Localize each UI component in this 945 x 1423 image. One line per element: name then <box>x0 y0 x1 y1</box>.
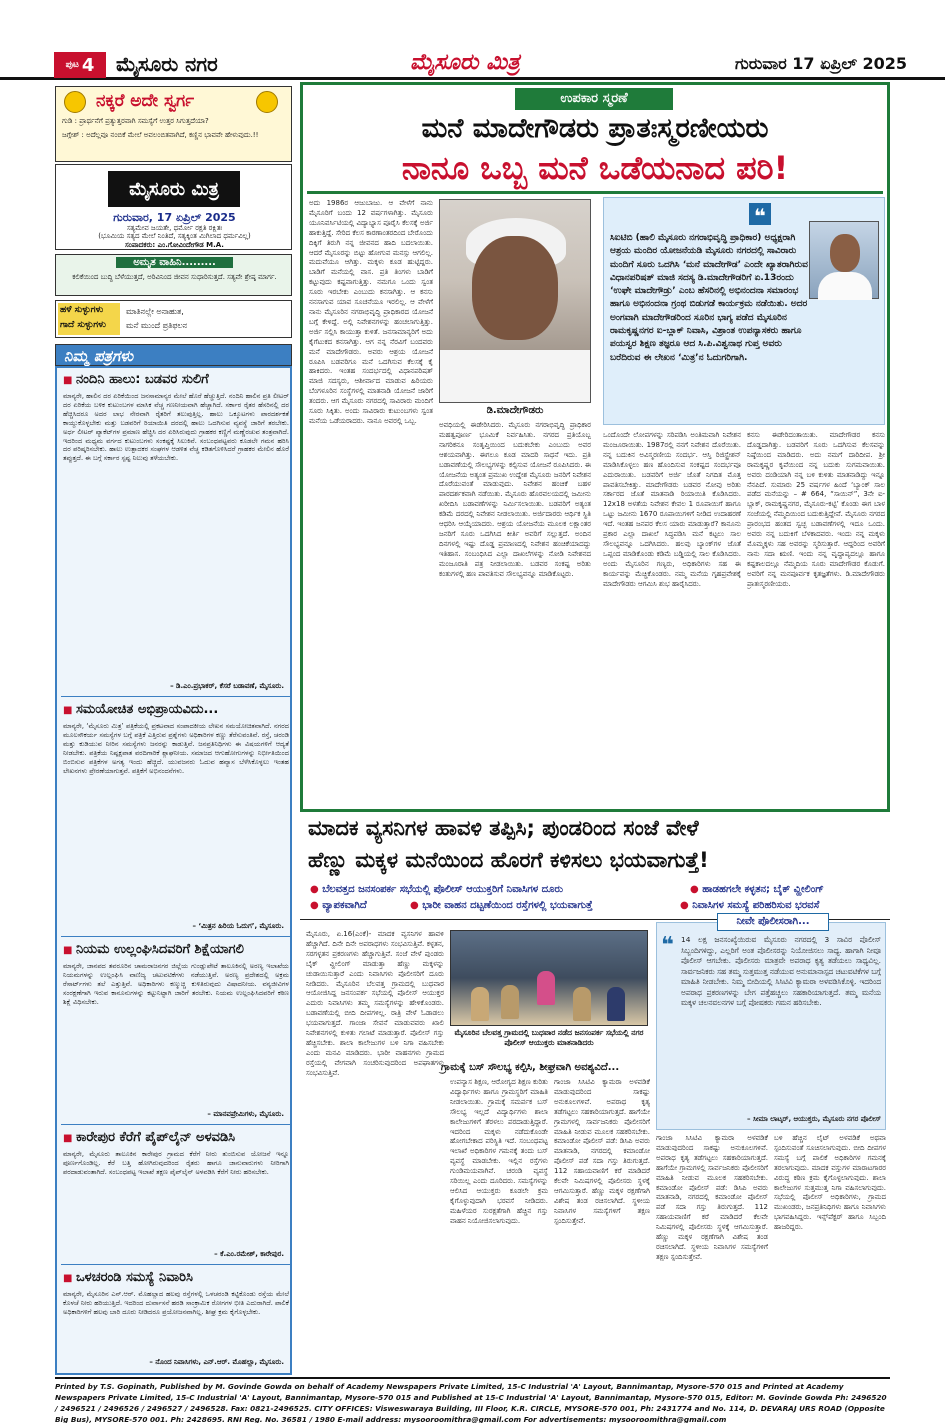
second-article-body <box>300 916 890 1375</box>
cartoon-face-icon <box>256 91 278 113</box>
article2-column-4: ಬಳಿ ಹೆಚ್ಚಿನ ಲೈಟ್ ಅಳವಡಿಕೆ ಅಥವಾ ಸ್ಪಂದಿಸುವಂತೆ ಸೂಚಿಸಲಾಗುವುದು. ಬೀದಿ ದೀಪಗಳ ಸಮಸ್ಯೆ ಬಗ್ಗೆ ಪಾಲಿಕೆ ಅಧಿಕಾರಿಗಳ ಗಮನಕ್ಕೆ ತರಲಾಗುವುದು. ಮಾದಕ ವಸ್ತುಗಳ ಮಾರಾಟಗಾರರ ವಿರುದ್ಧ ಕಠಿಣ ಕ್ರಮ ಕೈಗೊಳ್ಳಲಾಗುವುದು. ಶಾಲಾ ಕಾಲೇಜುಗಳ ಸುತ್ತಮುತ್ತ ನಿಗಾ ವಹಿಸಲಾಗುವುದು. ಸಭೆಯಲ್ಲಿ ಪೊಲೀಸ್ ಅಧಿಕಾರಿಗಳು, ಗ್ರಾಮದ ಮುಖಂಡರು, ಜನಪ್ರತಿನಿಧಿಗಳು ಹಾಗೂ ನಿವಾಸಿಗಳು ಭಾಗವಹಿಸಿದ್ದರು. ಇನ್ಸ್‌ಪೆಕ್ಟರ್ ಹಾಗೂ ಸಿಬ್ಬಂದಿ ಹಾಜರಿದ್ದರು. <box>774 1134 886 1232</box>
page-number-badge <box>54 52 106 78</box>
quote-mark-icon: ❝ <box>661 933 674 958</box>
letter-title: ■ ಕಾರೇಪುರ ಕೆರೆಗೆ ಪೈಪ್‌ಲೈನ್ ಅಳವಡಿಸಿ <box>63 1130 235 1145</box>
feature-kicker: ಉಪಕಾರ ಸ್ಮರಣೆ <box>515 88 673 110</box>
photo-person-shape <box>501 985 519 1019</box>
photo-face-shape <box>472 236 558 340</box>
letter-signature: – ಮಾನವಪ್ರೇಮಿಗಳು, ಮೈಸೂರು. <box>207 1110 284 1118</box>
letters-title: ನಿಮ್ಮ ಪತ್ರಗಳು <box>64 347 134 365</box>
quote-mark-icon: ❝ <box>749 203 771 225</box>
divider <box>307 191 883 194</box>
sidebar-signature: – ಸೀಮಾ ಲಾಟ್ಕರ್, ಆಯುಕ್ತರು, ಮೈಸೂರು ನಗರ ಪೊಲೀಸ್ <box>747 1115 881 1123</box>
page-number: 4 <box>81 54 95 76</box>
letter-signature: – ನೊಂದ ನಿವಾಸಿಗಳು, ಎನ್.ಆರ್. ಮೊಹಲ್ಲಾ, ಮೈಸೂರು. <box>149 1358 284 1366</box>
laughing-face-icon <box>64 91 86 113</box>
quote-of-day-title: ಅಮೃತ ವಾಹಿನಿ......... <box>116 257 233 268</box>
article-bullet: ● ಭಾರೀ ವಾಹನ ದಟ್ಟಣೆಯಿಂದ ರಸ್ತೆಗಳಲ್ಲಿ ಭಯವಾಗುತ್ತೆ <box>410 900 593 911</box>
imprint-footer: Printed by T.S. Gopinath, Published by M. Govinde Gowda on behalf of Academy Newspapers Private Limited, 15-C Industrial 'A' Layout, Bannimantap, Mysore-570 015 and Printed at Academy Newspapers Private Limited, 15-C Industrial 'A' Layout, Bannimantap, Mysore-570 015 and Published at 15-C Industrial 'A' Layout, Bannimantap, Mysore-570 015, Editor: M. Govinde Gowda Ph: 2496520 / 2496521 / 2496526 / 2496527 / 2496528. Fax: 0821-2496525. CITY OFFICES: Visweswaraya Building, III Floor, K.R. CIRCLE, MYSORE-570 001, Ph: 2431774 and No. 114, D. DEVARAJ URS ROAD (Opposite Big Bus), MYSORE-570 001. Ph: 2428695. RNI Reg. No. 36581 / 1980 E-mail address: mysooroomithra@gmail.com For advertisements: mysooroomithra@gmail.com <box>55 1377 890 1423</box>
masthead-tagline: (ಭೂಮಿಯ ಸತ್ಯದ ಮೇಲೆ ನಿಂತಿದೆ, ಸತ್ಯಕ್ಕಿಂತ ಮಿಗಿಲಾದ ಧರ್ಮವಿಲ್ಲ) <box>98 232 251 240</box>
quote-of-day-box <box>55 254 292 296</box>
article-bullet: ● ವ್ಯಾಪಕವಾಗಿದೆ <box>310 900 367 911</box>
article2-column-2b: ಗಾಂಜಾ ಸಿಸಿಟಿವಿ ಕ್ಯಾಮರಾ ಅಳವಡಿಕೆ ಮಾಡುವುದರಿಂದ ಸಾಕಷ್ಟು ಅನುಕೂಲಗಳಿವೆ. ಅಪರಾಧ ಕೃತ್ಯ ತಡೆಗಟ್ಟಲು ಸಹಕಾರಿಯಾಗುತ್ತದೆ. ಹಾಗೆಯೇ ಗ್ರಾಮಗಳಲ್ಲಿ ಸಾರ್ವಜನಿಕರು ಪೊಲೀಸರಿಗೆ ಮಾಹಿತಿ ನೀಡುವ ಮೂಲಕ ಸಹಕರಿಸಬೇಕು. ಕಮಾಂಡೋ ಪೊಲೀಸ್ ಪಡೆ: ಡಿಸಿಪಿ ಅವರು ಮಾತನಾಡಿ, ನಗರದಲ್ಲಿ ಕಮಾಂಡೋ ಪೊಲೀಸ್ ಪಡೆ ಸದಾ ಗಸ್ತು ತಿರುಗುತ್ತದೆ. 112 ಸಹಾಯವಾಣಿಗೆ ಕರೆ ಮಾಡಿದರೆ ಕೆಲವೇ ನಿಮಿಷಗಳಲ್ಲಿ ಪೊಲೀಸರು ಸ್ಥಳಕ್ಕೆ ಆಗಮಿಸುತ್ತಾರೆ. ಹೆಣ್ಣು ಮಕ್ಕಳ ರಕ್ಷಣೆಗಾಗಿ ವಿಶೇಷ ತಂಡ ರಚಿಸಲಾಗಿದೆ. ಸ್ಥಳೀಯ ನಿವಾಸಿಗಳ ಸಮಸ್ಯೆಗಳಿಗೆ ತಕ್ಷಣ ಸ್ಪಂದಿಸುತ್ತೇವೆ. <box>554 1078 650 1225</box>
second-article-headline-2: ಹೆಣ್ಣು ಮಕ್ಕಳ ಮನೆಯಿಂದ ಹೊರಗೆ ಕಳಿಸಲು ಭಯವಾಗುತ್ತೆ! <box>308 848 709 872</box>
article-bullet: ● ಹಾಡಹಗಲೇ ಕಳ್ಳತನ; ಬೈಕ್ ವ್ಹೀಲಿಂಗ್ <box>690 884 824 895</box>
author-photo <box>809 221 879 299</box>
author-shirt-shape <box>818 272 872 300</box>
letter-body: ಮಾನ್ಯರೇ, ಹಾಲಿನ ದರ ಏರಿಕೆಯಿಂದ ಜನಸಾಮಾನ್ಯರ ಮೇಲೆ ಹೊರೆ ಹೆಚ್ಚುತ್ತಿದೆ. ನಂದಿನಿ ಹಾಲಿನ ಪ್ರತಿ ಲೀಟರ್ ದರ ಏರಿಕೆಯ ಬಳಿಕ ಕುಟುಂಬಗಳ ಮಾಸಿಕ ವೆಚ್ಚ ಗಣನೀಯವಾಗಿ ಹೆಚ್ಚಾಗಿದೆ. ಸರ್ಕಾರ ರೈತರ ಹೆಸರಿನಲ್ಲಿ ದರ ಹೆಚ್ಚಿಸಿದರೂ ಅದರ ಲಾಭ ನೇರವಾಗಿ ರೈತರಿಗೆ ತಲುಪುತ್ತಿಲ್ಲ. ಹಾಲು ಒಕ್ಕೂಟಗಳು ಪಾರದರ್ಶಕತೆ ಕಾಯ್ದುಕೊಳ್ಳಬೇಕು ಮತ್ತು ಬಡವರಿಗೆ ರಿಯಾಯಿತಿ ದರದಲ್ಲಿ ಹಾಲು ಒದಗಿಸುವ ವ್ಯವಸ್ಥೆ ಜಾರಿಗೆ ತರಬೇಕು. ಅರ್ಧ ಲೀಟರ್ ಪ್ಯಾಕೆಟ್‌ಗಳ ಪ್ರಮಾಣ ಹೆಚ್ಚಿಸಿ ದರ ಏರಿಸಿರುವುದು ಗ್ರಾಹಕರ ಕಣ್ಣಿಗೆ ಮಣ್ಣೆರಚುವ ತಂತ್ರವಾಗಿದೆ. ಇದರಿಂದ ಮಧ್ಯಮ ವರ್ಗದ ಕುಟುಂಬಗಳು ಸಂಕಷ್ಟಕ್ಕೆ ಸಿಲುಕಿವೆ. ಸಂಬಂಧಪಟ್ಟವರು ಕೂಡಲೇ ಗಮನ ಹರಿಸಿ ದರ ಪರಿಷ್ಕರಿಸಬೇಕು. ಹಾಲು ಉತ್ಪಾದಕರ ಸಂಘಗಳ ಆಡಳಿತ ವೆಚ್ಚ ಕಡಿತಗೊಳಿಸಿದರೆ ಗ್ರಾಹಕರ ಮೇಲಿನ ಹೊರೆ ತಪ್ಪುತ್ತದೆ. ಈ ಬಗ್ಗೆ ಸರ್ಕಾರ ಸ್ಪಷ್ಟ ನಿಲುವು ತಳೆಯಬೇಕು. <box>63 392 289 463</box>
proverb-line: ಮನೆ ಮುಂದೆ ಪ್ರತಿಫಲನ <box>126 321 188 330</box>
section-name: ಮೈಸೂರು ನಗರ <box>116 52 218 76</box>
sidebar-box <box>656 916 886 1130</box>
photo-shirt-shape <box>440 350 591 403</box>
photo-person-shape <box>537 971 555 1005</box>
letter-title: ■ ನಿಯಮ ಉಲ್ಲಂಘಿಸಿದವರಿಗೆ ಶಿಕ್ಷೆಯಾಗಲಿ <box>63 942 244 957</box>
article-bullet: ● ಬೆಲವತ್ತದ ಜನಸಂಪರ್ಕ ಸಭೆಯಲ್ಲಿ ಪೊಲೀಸ್ ಆಯುಕ್ತರಿಗೆ ನಿವಾಸಿಗಳ ದೂರು <box>310 884 563 895</box>
proverb-line: ಮಾತಿನಲ್ಲೇ ಅನಾಹುತ, <box>126 307 184 316</box>
proverb-tag <box>58 303 120 335</box>
photo-caption: ಡಿ.ಮಾದೇಗೌಡರು <box>486 405 544 416</box>
letter-body: ಮಾನ್ಯರೇ, ಜಾನಪದ ತವರೂರಿನ ಚಾಮರಾಜನಗರ ಜಿಲ್ಲೆಯ ಗುಂಡ್ಲುಪೇಟೆ ತಾಲೂಕಿನಲ್ಲಿ ಅರಣ್ಯ ಇಲಾಖೆಯ ನಿಯಮಗಳನ್ನು ಉಲ್ಲಂಘಿಸಿ ವಾಣಿಜ್ಯ ಚಟುವಟಿಕೆಗಳು ನಡೆಯುತ್ತಿವೆ. ಅರಣ್ಯ ಪ್ರದೇಶದಲ್ಲಿ ಅಕ್ರಮ ರೆಸಾರ್ಟ್‌ಗಳು ತಲೆ ಎತ್ತುತ್ತಿವೆ. ಅಧಿಕಾರಿಗಳು ಕಣ್ಮುಚ್ಚಿ ಕುಳಿತಿರುವುದು ವಿಷಾದನೀಯ. ವನ್ಯಜೀವಿಗಳ ಸಂರಕ್ಷಣೆಗಾಗಿ ಇರುವ ಕಾನೂನುಗಳನ್ನು ಕಟ್ಟುನಿಟ್ಟಾಗಿ ಜಾರಿಗೆ ತರಬೇಕು. ನಿಯಮ ಉಲ್ಲಂಘಿಸಿದವರಿಗೆ ಕಠಿಣ ಶಿಕ್ಷೆ ವಿಧಿಸಬೇಕು. <box>63 962 289 1006</box>
letter-signature: – ಡಿ.ಎಂ.ಪ್ರಭಾಕರ್, ಕೆಸರೆ ಬಡಾವಣೆ, ಮೈಸೂರು. <box>170 682 284 690</box>
photo-person-shape <box>607 987 625 1021</box>
proverb-text <box>126 305 187 333</box>
article-bullet: ● ನಿವಾಸಿಗಳ ಸಮಸ್ಯೆ ಪರಿಹರಿಸುವ ಭರವಸೆ <box>680 900 819 911</box>
letter-body: ಮಾನ್ಯರೇ, ಮೈಸೂರಿನ ಎನ್.ಆರ್. ಮೊಹಲ್ಲಾದ ಹಲವು ರಸ್ತೆಗಳಲ್ಲಿ ಒಳಚರಂಡಿ ಕಟ್ಟಿಕೊಂಡು ರಸ್ತೆಯ ಮೇಲೆ ಕೊಳಚೆ ನೀರು ಹರಿಯುತ್ತಿದೆ. ಇದರಿಂದ ದುರ್ವಾಸನೆ ಹರಡಿ ಸಾಂಕ್ರಾಮಿಕ ರೋಗಗಳ ಭೀತಿ ಎದುರಾಗಿದೆ. ಪಾಲಿಕೆ ಅಧಿಕಾರಿಗಳಿಗೆ ಹಲವು ಬಾರಿ ದೂರು ನೀಡಿದರೂ ಪ್ರಯೋಜನವಾಗಿಲ್ಲ. ಶೀಘ್ರ ಕ್ರಮ ಕೈಗೊಳ್ಳಬೇಕು. <box>63 1290 289 1316</box>
feature-subheadline: ನಾನೂ ಒಬ್ಬ ಮನೆ ಒಡೆಯನಾದ ಪರಿ! <box>401 149 789 187</box>
second-article-headline: ಮಾದಕ ವ್ಯಸನಿಗಳ ಹಾವಳಿ ತಪ್ಪಿಸಿ; ಪುಂಡರಿಂದ ಸಂಜೆ ವೇಳೆ <box>308 816 699 840</box>
divider <box>61 696 290 697</box>
page-label: ಪುಟ <box>65 60 79 70</box>
photo-person-shape <box>471 987 489 1021</box>
second-article-header <box>300 812 890 920</box>
sidebar-text: 14 ಲಕ್ಷ ಜನಸಂಖ್ಯೆಯಿರುವ ಮೈಸೂರು ನಗರದಲ್ಲಿ 3 ಸಾವಿರ ಪೊಲೀಸ್ ಸಿಬ್ಬಂದಿಗಳಿದ್ದು, ಎಲ್ಲರಿಗೆ ಅಂತ ಪೊಲೀಸರನ್ನು ನಿಯೋಜಿಸಲು ಸಾಧ್ಯ. ಹಾಗಾಗಿ ನೀವೂ ಪೊಲೀಸ್ ಆಗಬೇಕು. ಪೊಲೀಸರು ಮಾತ್ರವೇ ಅಪರಾಧ ಕೃತ್ಯ ತಡೆಯಲು ಸಾಧ್ಯವಿಲ್ಲ. ಸಾರ್ವಜನಿಕರು ಸಹ ತಮ್ಮ ಸುತ್ತಮುತ್ತ ನಡೆಯುವ ಅನುಮಾನಾಸ್ಪದ ಚಟುವಟಿಕೆಗಳ ಬಗ್ಗೆ ಮಾಹಿತಿ ನೀಡಬೇಕು. ನಿಮ್ಮ ಬೀದಿಯಲ್ಲಿ ಸಿಸಿಟಿವಿ ಕ್ಯಾಮರಾ ಅಳವಡಿಸಿಕೊಳ್ಳಿ. ಇದರಿಂದ ಅಪರಾಧ ಪ್ರಕರಣಗಳನ್ನು ಬೇಗ ಪತ್ತೆಹಚ್ಚಲು ಸಹಕಾರಿಯಾಗುತ್ತದೆ. ತಮ್ಮ ಮನೆಯ ಮಕ್ಕಳ ಚಲನವಲನಗಳ ಬಗ್ಗೆ ಪೋಷಕರು ಗಮನ ಹರಿಸಬೇಕು. <box>681 935 881 1007</box>
feature-column-1: ಅದು 1986ರ ಆಜುಬಾಜು. ಆ ವೇಳೆಗೆ ನಾನು ಮೈಸೂರಿಗೆ ಬಂದು 12 ವರ್ಷಗಳಾಗಿತ್ತು. ಮೈಸೂರು ಯೂನಿವರ್ಸಿಟಿಯಲ್ಲಿ ವಿದ್ಯಾಭ್ಯಾಸ ಪೂರೈಸಿ ಕೆಲಸಕ್ಕೆ ಅರ್ಜಿ ಹಾಕುತ್ತಿದ್ದೆ. ಸೇರಿದ ಕೆಲಸ ಕಾರಣಾಂತರದಿಂದ ಬೇರೊಂದು ದಿಕ್ಕಿಗೆ ತಿರುಗಿ ನನ್ನ ಜೀವನದ ಹಾದಿ ಬದಲಾಯಿತು. ಆದರೆ ಮೈಸೂರನ್ನು ಬಿಟ್ಟು ಹೋಗುವ ಮನಸ್ಸು ಆಗಲಿಲ್ಲ. ಮದುವೆಯೂ ಆಗಿತ್ತು. ಮಕ್ಕಳು ಕೂಡ ಹುಟ್ಟಿದ್ದರು. ಬಾಡಿಗೆ ಮನೆಯಲ್ಲಿ ವಾಸ. ಪ್ರತಿ ತಿಂಗಳು ಬಾಡಿಗೆ ಕಟ್ಟುವುದು ಕಷ್ಟವಾಗುತ್ತಿತ್ತು. ನಮಗೂ ಒಂದು ಸ್ವಂತ ಸೂರು ಇರಬೇಕು ಎಂಬುದು ಕನಸಾಗಿತ್ತು. ಆ ಕನಸು ನನಸಾಗುವ ಯಾವ ಸೂಚನೆಯೂ ಇರಲಿಲ್ಲ. ಆ ವೇಳೆಗೆ ನಾನು ಮೈಸೂರಿನ ನಗರಾಭಿವೃದ್ಧಿ ಪ್ರಾಧಿಕಾರದ ಯೋಜನೆ ಬಗ್ಗೆ ಕೇಳಿದ್ದೆ. ಅಲ್ಲಿ ನಿವೇಶನಗಳನ್ನು ಹಂಚಲಾಗುತ್ತಿತ್ತು. ಅರ್ಜಿ ಸಲ್ಲಿಸಿ ಕಾಯುತ್ತಾ ಕುಳಿತೆ. ಜನಸಾಮಾನ್ಯರಿಗೆ ಅದು ಕೈಗೆಟುಕದ ಕನಸಾಗಿತ್ತು. ಆಗ ನನ್ನ ನೆರವಿಗೆ ಬಂದವರು ಮನೆ ಮಾದೇಗೌಡರು. ಅವರು ಆಶ್ರಯ ಯೋಜನೆ ರೂಪಿಸಿ ಬಡವರಿಗೂ ಮನೆ ಒದಗಿಸುವ ಕೆಲಸಕ್ಕೆ ಕೈ ಹಾಕಿದರು. ಇಂತಹ ಸಂದರ್ಭದಲ್ಲಿ ವಿಧಾನಪರಿಷತ್ ಮಾಜಿ ಸದಸ್ಯರು, ಆಶೀರ್ವಾದ ಮಾಡುವ ಹಿರಿಯರು ಬೆಂಗಳೂರಿನ ಸಂಸ್ಥೆಗಳಲ್ಲಿ ಮಾತನಾಡಿ ಯೋಜನೆ ಜಾರಿಗೆ ತಂದರು. ಆಗ ಮೈಸೂರು ನಗರದಲ್ಲಿ ಸಾವಿರಾರು ಮಂದಿಗೆ ಸೂರು ಸಿಕ್ಕಿತು. ಅಂದು ಸಾವಿರಾರು ಕುಟುಂಬಗಳು ಸ್ವಂತ ಮನೆಯ ಒಡೆಯರಾದರು. ನಾನೂ ಅವರಲ್ಲಿ ಒಬ್ಬ. <box>309 199 433 425</box>
letters-header <box>55 344 292 366</box>
author-face-shape <box>830 234 860 272</box>
letter-title: ■ ನಂದಿನಿ ಹಾಲು: ಬಡವರ ಸುಲಿಗೆ <box>63 372 209 387</box>
divider <box>61 1264 290 1265</box>
masthead-motto: ಸತ್ಯಮೇವ ಜಯತೇ, ಧರ್ಮೋ ರಕ್ಷತಿ ರಕ್ಷಿತಃ <box>126 224 223 232</box>
humor-title: ನಕ್ಕರೆ ಅದೇ ಸ್ವರ್ಗ <box>96 91 195 111</box>
letter-body: ಮಾನ್ಯರೇ, ಮೈಸೂರು ತಾಲೂಕಿನ ಕಾರೇಪುರ ಗ್ರಾಮದ ಕೆರೆಗೆ ನೀರು ತುಂಬಿಸುವ ಯೋಜನೆ ಇನ್ನೂ ಪೂರ್ಣಗೊಂಡಿಲ್ಲ. ಕೆರೆ ಬತ್ತಿ ಹೋಗಿರುವುದರಿಂದ ರೈತರು ಹಾಗೂ ಜಾನುವಾರುಗಳು ನೀರಿಗಾಗಿ ಪರದಾಡುವಂತಾಗಿದೆ. ಸಂಬಂಧಪಟ್ಟ ಇಲಾಖೆ ತಕ್ಷಣ ಪೈಪ್‌ಲೈನ್ ಅಳವಡಿಸಿ ಕೆರೆಗೆ ನೀರು ಹರಿಸಬೇಕು. <box>63 1150 289 1176</box>
portrait-photo <box>439 199 591 403</box>
proverb-tag-line: ಗಾದೆ ಸುಳ್ಳುಗಳು <box>60 320 106 330</box>
header-date: ಗುರುವಾರ 17 ಏಪ್ರಿಲ್ 2025 <box>735 54 908 73</box>
article2-column-1: ಮೈಸೂರು, ಏ.16(ಎಂಕೆ)- ಮಾದಕ ವ್ಯಸನಿಗಳ ಹಾವಳಿ ಹೆಚ್ಚಾಗಿದೆ. ದಿನೇ ದಿನೇ ಅಪರಾಧಗಳು ಸಂಭವಿಸುತ್ತಿವೆ. ಕಳ್ಳತನ, ಸರಗಳ್ಳತನ ಪ್ರಕರಣಗಳು ಹೆಚ್ಚಾಗುತ್ತಿವೆ. ಸಂಜೆ ವೇಳೆ ಪುಂಡರು ಬೈಕ್ ವ್ಹೀಲಿಂಗ್ ಮಾಡುತ್ತಾ ಹೆಣ್ಣು ಮಕ್ಕಳನ್ನು ಚುಡಾಯಿಸುತ್ತಾರೆ ಎಂದು ನಿವಾಸಿಗಳು ಪೊಲೀಸರಿಗೆ ದೂರು ನೀಡಿದರು. ಮೈಸೂರಿನ ಬೆಲವತ್ತ ಗ್ರಾಮದಲ್ಲಿ ಬುಧವಾರ ಆಯೋಜಿಸಿದ್ದ ಜನಸಂಪರ್ಕ ಸಭೆಯಲ್ಲಿ ಪೊಲೀಸ್ ಆಯುಕ್ತರ ಎದುರು ನಿವಾಸಿಗಳು ತಮ್ಮ ಸಮಸ್ಯೆಗಳನ್ನು ಹೇಳಿಕೊಂಡರು. ಬಡಾವಣೆಯಲ್ಲಿ ಬೀದಿ ದೀಪಗಳಿಲ್ಲ. ರಾತ್ರಿ ವೇಳೆ ಓಡಾಡಲು ಭಯವಾಗುತ್ತದೆ. ಗಾಂಜಾ ಸೇವನೆ ಮಾಡುವವರು ಖಾಲಿ ನಿವೇಶನಗಳಲ್ಲಿ ಕುಳಿತು ಗಲಾಟೆ ಮಾಡುತ್ತಾರೆ. ಪೊಲೀಸ್ ಗಸ್ತು ಹೆಚ್ಚಿಸಬೇಕು. ಶಾಲಾ ಕಾಲೇಜುಗಳ ಬಳಿ ನಿಗಾ ವಹಿಸಬೇಕು ಎಂದು ಮನವಿ ಮಾಡಿದರು. ಭಾರೀ ವಾಹನಗಳು ಗ್ರಾಮದ ರಸ್ತೆಯಲ್ಲಿ ವೇಗವಾಗಿ ಸಂಚರಿಸುವುದರಿಂದ ಅಪಘಾತಗಳು ಸಂಭವಿಸುತ್ತಿವೆ. <box>306 930 444 1077</box>
article2-subheading: ಗ್ರಾಮಕ್ಕೆ ಬಸ್ ಸೌಲಭ್ಯ ಕಲ್ಪಿಸಿ, ಶೀಘ್ರವಾಗಿ ಅವಶ್ಯವಿದೆ... <box>440 1062 620 1073</box>
pull-quote-text: ಸಿಐಟಿಬಿ (ಹಾಲಿ ಮೈಸೂರು ನಗರಾಭಿವೃದ್ಧಿ ಪ್ರಾಧಿಕಾರ) ಅಧ್ಯಕ್ಷರಾಗಿ ಆಶ್ರಯ ಮಂದಿರ ಯೋಜನೆಯಡಿ ಮೈಸೂರು ನಗರದಲ್ಲಿ ಸಾವಿರಾರು ಮಂದಿಗೆ ಸೂರು ಒದಗಿಸಿ ‘ಮನೆ ಮಾದೇಗೌಡ’ ಎಂದೇ ಖ್ಯಾತರಾಗಿರುವ ವಿಧಾನಪರಿಷತ್ ಮಾಜಿ ಸದಸ್ಯ ಡಿ.ಮಾದೇಗೌಡರಿಗೆ ಏ.13ರಂದು ‘ಉಘೇ ಮಾದೇಗೌಡ್ರು’ ಎಂಬ ಹೆಸರಿನಲ್ಲಿ ಅಭಿನಂದನಾ ಸಮಾರಂಭ ಹಾಗೂ ಅಭಿನಂದನಾ ಗ್ರಂಥ ಬಿಡುಗಡೆ ಕಾರ್ಯಕ್ರಮ ನಡೆಯಿತು. ಅದರ ಅಂಗವಾಗಿ ಮಾದೇಗೌಡರಿಂದ ಸೂರಿನ ಭಾಗ್ಯ ಪಡೆದ ಮೈಸೂರಿನ ರಾಮಕೃಷ್ಣನಗರ ಐ-ಬ್ಲಾಕ್ ನಿವಾಸಿ, ವಿಶ್ರಾಂತ ಉಪನ್ಯಾಸಕರು ಹಾಗೂ ಪಯಸ್ವರ ಶಿಕ್ಷಣ ತಜ್ಞರೂ ಆದ ಸಿ.ಪಿ.ವಿಶ್ವನಾಥ ಗುಪ್ತ ಅವರು ಬರೆದಿರುವ ಈ ಲೇಖನ ‘ಮಿತ್ರ’ನ ಓದುಗರಿಗಾಗಿ. <box>610 233 808 363</box>
masthead-box <box>55 164 292 250</box>
letter-title: ■ ಒಳಚರಂಡಿ ಸಮಸ್ಯೆ ನಿವಾರಿಸಿ <box>63 1270 193 1285</box>
masthead-box-date: ಗುರುವಾರ, 17 ಏಪ್ರಿಲ್ 2025 <box>113 211 236 224</box>
article2-column-2: ಉಪನ್ಯಾಸ ಶಿಕ್ಷಣ, ಆರೋಗ್ಯದ ಶಿಕ್ಷಣ ಕುರಿತು ವಿದ್ಯಾರ್ಥಿಗಳು ಹಾಗೂ ಗ್ರಾಮಸ್ಥರಿಗೆ ಮಾಹಿತಿ ನೀಡಲಾಯಿತು. ಗ್ರಾಮಕ್ಕೆ ಸಮರ್ಪಕ ಬಸ್ ಸೌಲಭ್ಯ ಇಲ್ಲದೆ ವಿದ್ಯಾರ್ಥಿಗಳು ಶಾಲಾ ಕಾಲೇಜುಗಳಿಗೆ ತೆರಳಲು ಪರದಾಡುತ್ತಿದ್ದಾರೆ. ಇದರಿಂದ ಮಕ್ಕಳು ನಡೆದುಕೊಂಡೇ ಹೋಗಬೇಕಾದ ಪರಿಸ್ಥಿತಿ ಇದೆ. ಸಂಬಂಧಪಟ್ಟ ಇಲಾಖೆ ಅಧಿಕಾರಿಗಳ ಗಮನಕ್ಕೆ ತಂದು ಬಸ್ ವ್ಯವಸ್ಥೆ ಮಾಡಬೇಕು. ಇಲ್ಲಿನ ರಸ್ತೆಗಳು ಗುಂಡಿಮಯವಾಗಿವೆ. ಚರಂಡಿ ವ್ಯವಸ್ಥೆ ಸರಿಯಿಲ್ಲ ಎಂದು ದೂರಿದರು. ಸಮಸ್ಯೆಗಳನ್ನು ಆಲಿಸಿದ ಆಯುಕ್ತರು ಕೂಡಲೇ ಕ್ರಮ ಕೈಗೊಳ್ಳುವುದಾಗಿ ಭರವಸೆ ನೀಡಿದರು. ಮಹಿಳೆಯರ ಸುರಕ್ಷತೆಗಾಗಿ ಹೆಚ್ಚಿನ ಗಸ್ತು ವಾಹನ ನಿಯೋಜಿಸಲಾಗುವುದು. <box>450 1078 548 1225</box>
divider <box>61 1124 290 1125</box>
humor-box <box>55 86 292 162</box>
humor-line: ಜಗ್ಗೇಶ್ : ಅದೆಲ್ಲವೂ ನಂಬಿಕೆ ಮೇಲೆ ಅವಲಂಬಿತವಾಗಿದೆ, ಕಣ್ಣಿನ ಭಾವವೇ ಹೇಳುವುದು.!! <box>62 131 259 139</box>
masthead-box-logo: ಮೈಸೂರು ಮಿತ್ರ <box>108 171 240 207</box>
divider <box>61 936 290 937</box>
letter-signature: – ಕೆ.ಎಂ.ರಮೇಶ್, ಕಾರೇಪುರ. <box>214 1250 284 1258</box>
letters-section <box>55 366 292 1375</box>
humor-line: ಗುಡಿ : ಪ್ರಾರ್ಥನೆಗೆ ಪ್ರತ್ಯುತ್ತರವಾಗಿ ಸಮಸ್ಯೆಗೆ ಉತ್ತರ ಸಿಗುತ್ತದೆಯಾ? <box>62 117 209 125</box>
feature-column-2: ಅವಧಿಯಲ್ಲಿ ಈಡೇರಿಸಿದರು. ಮೈಸೂರು ನಗರಾಭಿವೃದ್ಧಿ ಪ್ರಾಧಿಕಾರ ಮಹತ್ವಪೂರ್ಣ ಭೂಮಿಕೆ ನಿರ್ವಹಿಸಿತು. ನಗರದ ಪ್ರತಿಯೊಬ್ಬ ನಾಗರಿಕನೂ ಸಂತೃಪ್ತಿಯಿಂದ ಬದುಕಬೇಕು ಎಂಬುದು ಅವರ ಆಶಯವಾಗಿತ್ತು. ಈಗಲೂ ಕೂಡ ಮಾದರಿ ಸಾಧನೆ ಇದು. ಪ್ರತಿ ಬಡಾವಣೆಯಲ್ಲಿ ಸೌಲಭ್ಯಗಳನ್ನು ಕಲ್ಪಿಸುವ ಯೋಜನೆ ರೂಪಿಸಿದರು. ಈ ಯೋಜನೆಯ ಅತ್ಯಂತ ಪ್ರಮುಖ ಉದ್ದೇಶ ಮೈಸೂರು ಜನರಿಗೆ ನಿವೇಶನ ದೊರೆಯುವಂತೆ ಮಾಡುವುದು. ನಿವೇಶನ ಹಂಚಿಕೆ ಬಹಳ ಪಾರದರ್ಶಕವಾಗಿ ನಡೆಯಿತು. ಮೈಸೂರು ಹೊರವಲಯದಲ್ಲಿ ಜಮೀನು ಖರೀದಿಸಿ ಬಡಾವಣೆಗಳನ್ನು ನಿರ್ಮಿಸಲಾಯಿತು. ಬಡವರಿಗೆ ಅತ್ಯಂತ ಕಡಿಮೆ ದರದಲ್ಲಿ ನಿವೇಶನ ನೀಡಲಾಯಿತು. ಅರ್ಜಿದಾರರು ಆರ್ಥಿಕ ಸ್ಥಿತಿ ಆಧರಿಸಿ ಆಯ್ಕೆಯಾದರು. ಆಶ್ರಯ ಯೋಜನೆಯ ಮೂಲಕ ಲಕ್ಷಾಂತರ ಜನರಿಗೆ ಸೂರು ಒದಗಿಸಿದ ಕೀರ್ತಿ ಅವರಿಗೆ ಸಲ್ಲುತ್ತದೆ. ಅಂದಿನ ದಿನಗಳಲ್ಲಿ ಇಷ್ಟು ದೊಡ್ಡ ಪ್ರಮಾಣದಲ್ಲಿ ನಿವೇಶನ ಹಂಚಿಕೆಯಾದದ್ದು ಇತಿಹಾಸ. ಸಂಬಂಧಿಸಿದ ಎಲ್ಲಾ ದಾಖಲೆಗಳನ್ನು ನೋಡಿ ನಿವೇಶನದ ಮಂಜೂರಾತಿ ಪತ್ರ ನೀಡಲಾಯಿತು. ಬಡವರ ಸಂಕಷ್ಟ ಅರಿತು ಕಂತುಗಳಲ್ಲಿ ಹಣ ಪಾವತಿಸುವ ಸೌಲಭ್ಯವನ್ನೂ ಮಾಡಿಕೊಟ್ಟರು. <box>439 421 591 578</box>
photo-person-shape <box>573 987 591 1021</box>
quote-of-day-text: ಕಲಿಕೆಯಿಂದ ಬುದ್ಧಿ ಬೆಳೆಯುತ್ತದೆ, ಅರಿವಿನಿಂದ ಜೀವನ ಸುಧಾರಿಸುತ್ತದೆ. ಸತ್ಯವೇ ಶ್ರೇಷ್ಠ ಮಾರ್ಗ. <box>72 273 277 281</box>
letter-title: ■ ಸಮಯೋಚಿತ ಅಭಿಪ್ರಾಯವಿದು... <box>63 702 218 717</box>
letter-body: ಮಾನ್ಯರೇ, ‘ಮೈಸೂರು ಮಿತ್ರ’ ಪತ್ರಿಕೆಯಲ್ಲಿ ಪ್ರಕಟವಾದ ಸಂಪಾದಕೀಯ ಲೇಖನ ಸಮಯೋಚಿತವಾಗಿದೆ. ನಗರದ ಮೂಲಸೌಕರ್ಯ ಸಮಸ್ಯೆಗಳ ಬಗ್ಗೆ ಪತ್ರಿಕೆ ಎತ್ತಿರುವ ಪ್ರಶ್ನೆಗಳು ಅಧಿಕಾರಿಗಳ ಕಣ್ಣು ತೆರೆಸುವಂತಿವೆ. ರಸ್ತೆ, ಚರಂಡಿ ಮತ್ತು ಕುಡಿಯುವ ನೀರಿನ ಸಮಸ್ಯೆಗಳು ಜನರನ್ನು ಕಾಡುತ್ತಿವೆ. ಜನಪ್ರತಿನಿಧಿಗಳು ಈ ವಿಷಯಗಳಿಗೆ ಆದ್ಯತೆ ನೀಡಬೇಕು. ಪತ್ರಿಕೆಯ ನಿಷ್ಪಕ್ಷಪಾತ ವರದಿಗಾರಿಕೆ ಶ್ಲಾಘನೀಯ. ಸಮಾಜದ ಆಗುಹೋಗುಗಳನ್ನು ನಿರ್ಭೀತಿಯಿಂದ ಬಿಂಬಿಸುವ ಪತ್ರಿಕೆಗಳ ಅಗತ್ಯ ಇಂದು ಹೆಚ್ಚಿದೆ. ಯುವಜನರು ಓದುವ ಹವ್ಯಾಸ ಬೆಳೆಸಿಕೊಳ್ಳಲು ಇಂತಹ ಲೇಖನಗಳು ಪ್ರೇರಣೆಯಾಗುತ್ತವೆ. ಪತ್ರಿಕೆಗೆ ಅಭಿನಂದನೆಗಳು. <box>63 722 289 775</box>
article2-column-3: ಗಾಂಜಾ ಸಿಸಿಟಿವಿ ಕ್ಯಾಮರಾ ಅಳವಡಿಕೆ ಮಾಡುವುದರಿಂದ ಸಾಕಷ್ಟು ಅನುಕೂಲಗಳಿವೆ. ಅಪರಾಧ ಕೃತ್ಯ ತಡೆಗಟ್ಟಲು ಸಹಕಾರಿಯಾಗುತ್ತದೆ. ಹಾಗೆಯೇ ಗ್ರಾಮಗಳಲ್ಲಿ ಸಾರ್ವಜನಿಕರು ಪೊಲೀಸರಿಗೆ ಮಾಹಿತಿ ನೀಡುವ ಮೂಲಕ ಸಹಕರಿಸಬೇಕು. ಕಮಾಂಡೋ ಪೊಲೀಸ್ ಪಡೆ: ಡಿಸಿಪಿ ಅವರು ಮಾತನಾಡಿ, ನಗರದಲ್ಲಿ ಕಮಾಂಡೋ ಪೊಲೀಸ್ ಪಡೆ ಸದಾ ಗಸ್ತು ತಿರುಗುತ್ತದೆ. 112 ಸಹಾಯವಾಣಿಗೆ ಕರೆ ಮಾಡಿದರೆ ಕೆಲವೇ ನಿಮಿಷಗಳಲ್ಲಿ ಪೊಲೀಸರು ಸ್ಥಳಕ್ಕೆ ಆಗಮಿಸುತ್ತಾರೆ. ಹೆಣ್ಣು ಮಕ್ಕಳ ರಕ್ಷಣೆಗಾಗಿ ವಿಶೇಷ ತಂಡ ರಚಿಸಲಾಗಿದೆ. ಸ್ಥಳೀಯ ನಿವಾಸಿಗಳ ಸಮಸ್ಯೆಗಳಿಗೆ ತಕ್ಷಣ ಸ್ಪಂದಿಸುತ್ತೇವೆ. <box>656 1134 768 1261</box>
feature-column-4: ಕನಸು ಈಡೇರಿದಂತಾಯಿತು. ಮಾದೇಗೌಡರ ಕನಸು ದೊಡ್ಡದಾಗಿತ್ತು. ಬಡವರಿಗೆ ಸೂರು ಒದಗಿಸುವ ಕೆಲಸವನ್ನು ನಿಷ್ಠೆಯಿಂದ ಮಾಡಿದರು. ಅದು ನಮಗೆ ದಾರಿದೀಪ. ಶ್ರೀ ರಾಮಕೃಷ್ಣರ ಕೃಪೆಯಿಂದ ನನ್ನ ಬದುಕು ಸುಗಮವಾಯಿತು. ಅವರು ದಂಡಿಯಾಗಿ ನನ್ನ ಬಳಿ ಕುಳಿತು ಮಾತನಾಡಿದ್ದು ಇನ್ನೂ ನೆನಪಿದೆ. ಸುಮಾರು 25 ವರ್ಷಗಳ ಹಿಂದೆ ‘ಬ್ಯಾಂಕ್ ಸಾಲ ಪಡೆದ ಮನೆಯನ್ನು – # 664, “ಸಾಯಿನ್”, 3ನೇ ಐ-ಬ್ಲಾಕ್, ರಾಮಕೃಷ್ಣನಗರ, ಮೈಸೂರು-ಕಟ್ಟಿ’ ಕೊಂಡು ಈಗ ಬಾಳ ಸಂಜೆಯಲ್ಲಿ ನೆಮ್ಮದಿಯಿಂದ ಬದುಕುತ್ತಿದ್ದೇವೆ. ಮೈಸೂರು ನಗರದ ಪ್ರಾರಂಭದ ಹಂತದ ಸ್ವಚ್ಛ ಬಡಾವಣೆಗಳಲ್ಲಿ ಇದೂ ಒಂದು. ಅವರು ನನ್ನ ಬದುಕಿಗೆ ಬೆಳಕಾದವರು. ಇಂದು ನನ್ನ ಮಕ್ಕಳು ಮೊಮ್ಮಕ್ಕಳು ಸಹ ಅವರನ್ನು ಸ್ಮರಿಸುತ್ತಾರೆ. ಆದ್ದರಿಂದ ಅವರಿಗೆ ನಾನು ಸದಾ ಋಣಿ. ಇಂದು ನನ್ನ ವೃದ್ಧಾಪ್ಯದಲ್ಲೂ ಹಾಗೂ ಕಷ್ಟಕಾಲದಲ್ಲೂ ನೆಮ್ಮದಿಯ ಸೂರು ಮಾದೇಗೌಡರ ಕೊಡುಗೆ. ಅವರಿಗೆ ನನ್ನ ಮನಪೂರ್ವಕ ಕೃತಜ್ಞತೆಗಳು. ಡಿ.ಮಾದೇಗೌಡರು ಪ್ರಾತಃಸ್ಮರಣೀಯರು. <box>747 431 885 588</box>
feature-headline: ಮನೆ ಮಾದೇಗೌಡರು ಪ್ರಾತಃಸ್ಮರಣೀಯರು <box>421 113 769 144</box>
left-column <box>55 82 292 1375</box>
meeting-photo <box>450 930 648 1026</box>
proverb-tag-line: ಹಳೆ ಸುಳ್ಳುಗಳು <box>60 305 104 315</box>
sidebar-title: ನೀವೇ ಪೊಲೀಸರಾಗಿ... <box>717 913 829 931</box>
masthead-logo: ಮೈಸೂರು ಮಿತ್ರ <box>410 50 520 75</box>
feature-column-3: ಒಂದೊಂದೇ ಲೋಪಗಳನ್ನು ಸರಿಪಡಿಸಿ ಅಂತಿಮವಾಗಿ ನಿವೇಶನ ಮಂಜೂರಾಯಿತು. 1987ರಲ್ಲಿ ನನಗೆ ನಿವೇಶನ ದೊರೆಯಿತು. ನನ್ನ ಬದುಕಿನ ಅವಿಸ್ಮರಣೀಯ ಸಂದರ್ಭ. ಆಸ್ತಿ ರಿಜಿಸ್ಟ್ರೇಶನ್ ಮಾಡಿಸಿಕೊಳ್ಳಲು ಹಣ ಹೊಂದಿಸುವ ಸಂಕಷ್ಟದ ಸಂದರ್ಭವೂ ಎದುರಾಯಿತು. ಬಡವರಿಗೆ ಅರ್ಜಿ ಜೊತೆ ನಿಗದಿತ ಮೊತ್ತ ಪಾವತಿಸಬೇಕಿತ್ತು. ಮಾದೇಗೌಡರು ಬಡವರ ನೋವು ಅರಿತು ಸರ್ಕಾರದ ಜೊತೆ ಮಾತನಾಡಿ ರಿಯಾಯಿತಿ ಕೊಡಿಸಿದರು. 12x18 ಅಳತೆಯ ನಿವೇಶನ ಕೇವಲ 1 ರೂಪಾಯಿಗೆ ಹಾಗೂ ಒಟ್ಟು ಜಮೀನು 1670 ರೂಪಾಯಿಗಳಿಗೆ ನೀಡಿದ ಉದಾಹರಣೆ ಇದೆ. ಇಂತಹ ಜನಪರ ಕೆಲಸ ಯಾರು ಮಾಡುತ್ತಾರೆ? ಕಾನೂನು ಪ್ರಕಾರ ಎಲ್ಲಾ ದಾಖಲೆ ಸಿದ್ಧಪಡಿಸಿ ಮನೆ ಕಟ್ಟಲು ಸಾಲ ಸೌಲಭ್ಯವನ್ನೂ ಒದಗಿಸಿದರು. ಹಲವು ಬ್ಯಾಂಕ್‌ಗಳ ಜೊತೆ ಒಪ್ಪಂದ ಮಾಡಿಕೊಂಡು ಕಡಿಮೆ ಬಡ್ಡಿಯಲ್ಲಿ ಸಾಲ ಕೊಡಿಸಿದರು. ಅಂದು ಮೈಸೂರಿನ ಗಣ್ಯರು, ಅಧಿಕಾರಿಗಳು ಸಹ ಈ ಕಾರ್ಯವನ್ನು ಮೆಚ್ಚಿಕೊಂಡರು. ನಮ್ಮ ಮನೆಯ ಗೃಹಪ್ರವೇಶಕ್ಕೆ ಮಾದೇಗೌಡರು ಆಗಮಿಸಿ ಶುಭ ಹಾರೈಸಿದರು. <box>603 431 741 588</box>
meeting-photo-caption: ಮೈಸೂರಿನ ಬೆಲವತ್ತ ಗ್ರಾಮದಲ್ಲಿ ಬುಧವಾರ ನಡೆದ ಜನಸಂಪರ್ಕ ಸಭೆಯಲ್ಲಿ ನಗರ ಪೊಲೀಸ್ ಆಯುಕ್ತರು ಮಾತನಾಡಿದರು <box>454 1028 644 1047</box>
masthead-editor: ಸಂಪಾದಕರು: ಎಂ.ಗೋವಿಂದೇಗೌಡ M.A. <box>125 241 224 249</box>
proverb-box <box>55 300 292 338</box>
letter-signature: – ‘ಮಿತ್ರನ ಹಿರಿಯ ಓದುಗ’, ಮೈಸೂರು. <box>192 922 284 930</box>
feature-article <box>300 82 890 812</box>
